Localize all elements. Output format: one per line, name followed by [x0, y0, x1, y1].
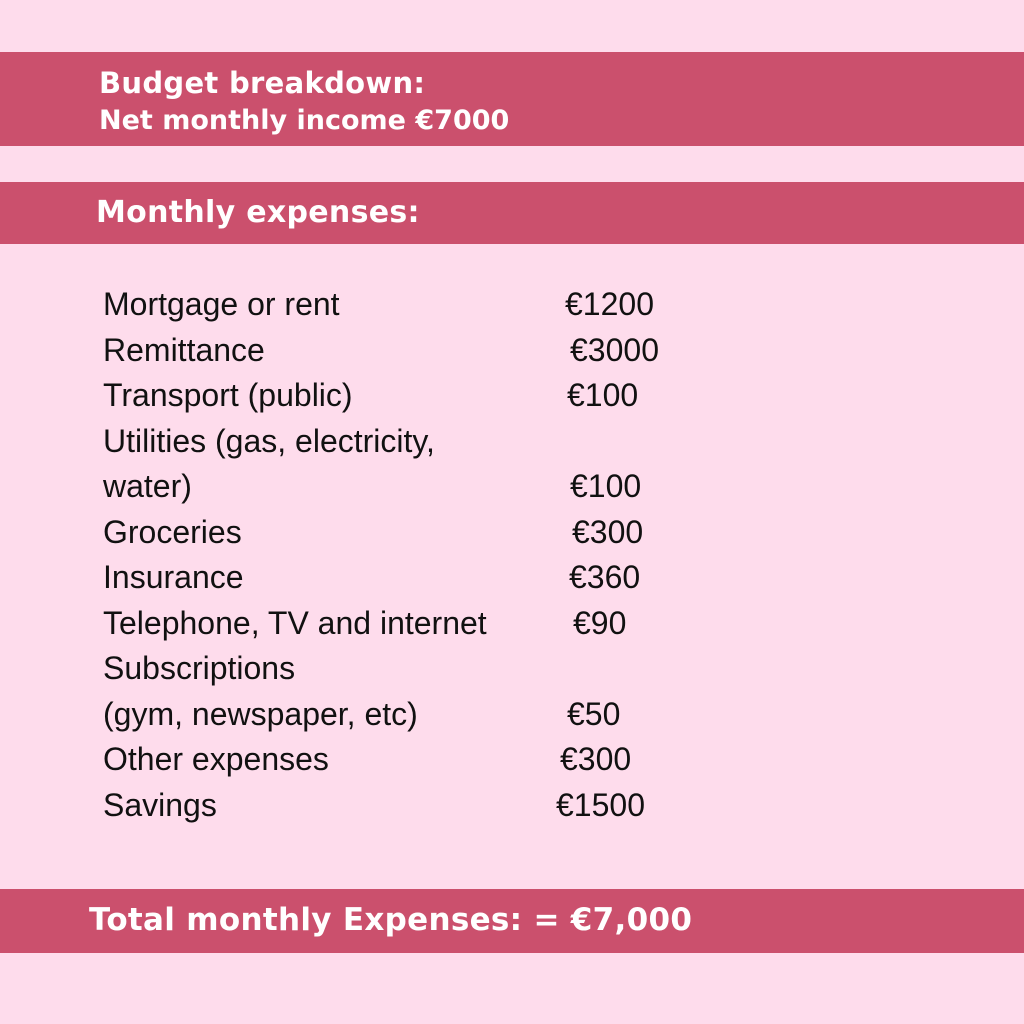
expense-label: Subscriptions: [103, 650, 296, 686]
expense-label: Telephone, TV and internet: [103, 604, 487, 641]
expense-amount: €3000: [570, 331, 659, 368]
expense-amount: €100: [567, 377, 639, 413]
expense-amount: €1500: [556, 786, 645, 823]
expense-row-utilities-cont: [103, 464, 803, 510]
total-expenses: Total monthly Expenses: = €7,000: [89, 902, 693, 938]
expense-amount: €90: [573, 604, 627, 641]
expense-row-other: [103, 737, 803, 783]
expense-amount: €1200: [565, 286, 654, 322]
expense-label: Groceries: [103, 513, 242, 550]
expense-amount: €300: [560, 741, 632, 777]
expense-label: water): [103, 468, 192, 504]
expense-label: Savings: [103, 786, 217, 823]
expense-row-savings: [103, 783, 803, 829]
expense-amount: €300: [572, 513, 644, 550]
expense-label: Insurance: [103, 559, 244, 595]
expense-label: (gym, newspaper, etc): [103, 695, 418, 732]
expense-amount: €50: [567, 695, 621, 732]
expense-row-remittance: [103, 328, 803, 374]
expense-row-utilities: [103, 419, 803, 465]
expense-row-insurance: [103, 555, 803, 601]
expense-row-groceries: [103, 510, 803, 556]
expense-label: Mortgage or rent: [103, 286, 340, 322]
expenses-band: [0, 182, 1024, 244]
expense-row-telephone: [103, 601, 803, 647]
expense-row-subscriptions-cont: [103, 692, 803, 738]
expense-row-mortgage: [103, 282, 803, 328]
expense-label: Transport (public): [103, 377, 353, 413]
expense-label: Utilities (gas, electricity,: [103, 422, 435, 459]
expense-row-subscriptions: [103, 646, 803, 692]
expense-amount: €360: [569, 559, 641, 595]
expense-amount: €100: [570, 468, 642, 504]
expense-row-transport: [103, 373, 803, 419]
income-subtitle: Net monthly income €7000: [99, 105, 510, 136]
page-title: Budget breakdown:: [99, 66, 426, 100]
expense-label: Remittance: [103, 331, 265, 368]
expense-label: Other expenses: [103, 741, 329, 777]
header-band: [0, 52, 1024, 146]
expenses-heading: Monthly expenses:: [96, 195, 420, 230]
expense-list: [103, 282, 803, 828]
total-band: [0, 889, 1024, 953]
